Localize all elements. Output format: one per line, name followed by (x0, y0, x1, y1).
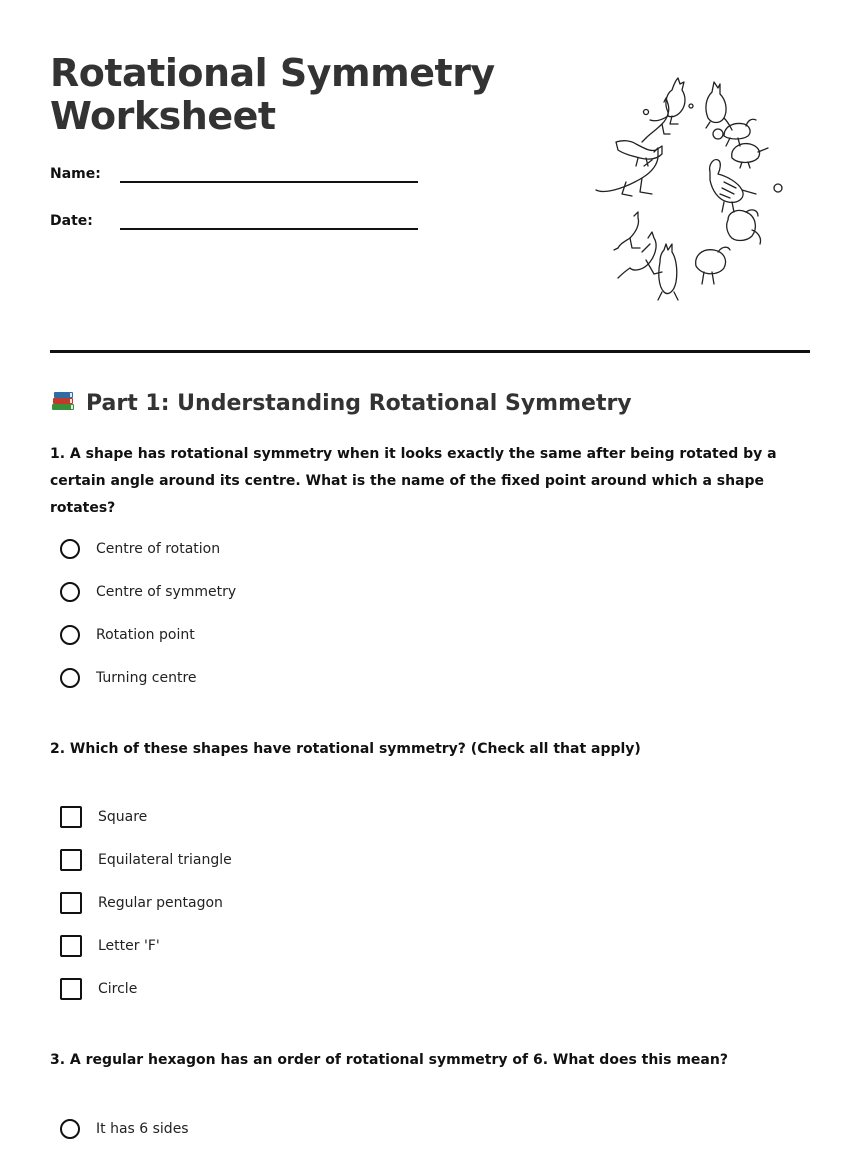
q2-option-regular-pentagon[interactable] (60, 881, 760, 924)
radio-button[interactable] (60, 1119, 80, 1139)
radio-button[interactable] (60, 582, 80, 602)
checkbox[interactable] (60, 935, 82, 957)
australian-animals-circle-icon (550, 70, 790, 310)
worksheet-page (50, 0, 810, 1161)
question-2-options (60, 795, 760, 1010)
q1-option-turning-centre[interactable] (60, 656, 760, 699)
radio-button[interactable] (60, 668, 80, 688)
part1-heading (50, 388, 632, 419)
q2-option-letter-f[interactable] (60, 924, 760, 967)
date-label: Date: (50, 213, 93, 229)
name-label: Name: (50, 166, 101, 182)
q2-option-square[interactable] (60, 795, 760, 838)
header-divider (50, 350, 810, 353)
worksheet-title (50, 52, 495, 138)
checkbox[interactable] (60, 806, 82, 828)
question-3-options (60, 1107, 760, 1150)
option-label: Rotation point (96, 626, 195, 643)
radio-button[interactable] (60, 539, 80, 559)
q1-option-centre-of-rotation[interactable] (60, 527, 760, 570)
question-1-text: 1. A shape has rotational symmetry when it looks exactly the same after being rotated by a certain angle around its centre. What is the name of the fixed point around which a shape rotates? (50, 446, 777, 516)
option-label: Regular pentagon (98, 894, 223, 911)
q1-option-centre-of-symmetry[interactable] (60, 570, 760, 613)
option-label: Centre of symmetry (96, 583, 237, 600)
date-field (50, 213, 420, 243)
date-input-line[interactable] (120, 213, 418, 230)
question-3-text: 3. A regular hexagon has an order of rotational symmetry of 6. What does this mean? (50, 1052, 728, 1068)
checkbox[interactable] (60, 892, 82, 914)
option-label: Letter 'F' (98, 937, 160, 954)
option-label: It has 6 sides (96, 1120, 189, 1137)
checkbox[interactable] (60, 978, 82, 1000)
name-input-line[interactable] (120, 166, 418, 183)
q3-option-6-sides[interactable] (60, 1107, 760, 1150)
checkbox[interactable] (60, 849, 82, 871)
q2-option-equilateral-triangle[interactable] (60, 838, 760, 881)
q1-option-rotation-point[interactable] (60, 613, 760, 656)
option-label: Centre of rotation (96, 540, 221, 557)
question-1-options (60, 527, 760, 699)
title-line-2: Worksheet (50, 94, 276, 138)
title-line-1: Rotational Symmetry (50, 51, 495, 95)
part1-title: Part 1: Understanding Rotational Symmetry (86, 391, 632, 416)
option-label: Equilateral triangle (98, 851, 232, 868)
radio-button[interactable] (60, 625, 80, 645)
name-field (50, 166, 420, 196)
option-label: Square (98, 808, 148, 825)
option-label: Circle (98, 980, 138, 997)
q2-option-circle[interactable] (60, 967, 760, 1010)
question-2-text: 2. Which of these shapes have rotational symmetry? (Check all that apply) (50, 741, 641, 757)
option-label: Turning centre (96, 669, 197, 686)
books-icon (50, 388, 76, 414)
